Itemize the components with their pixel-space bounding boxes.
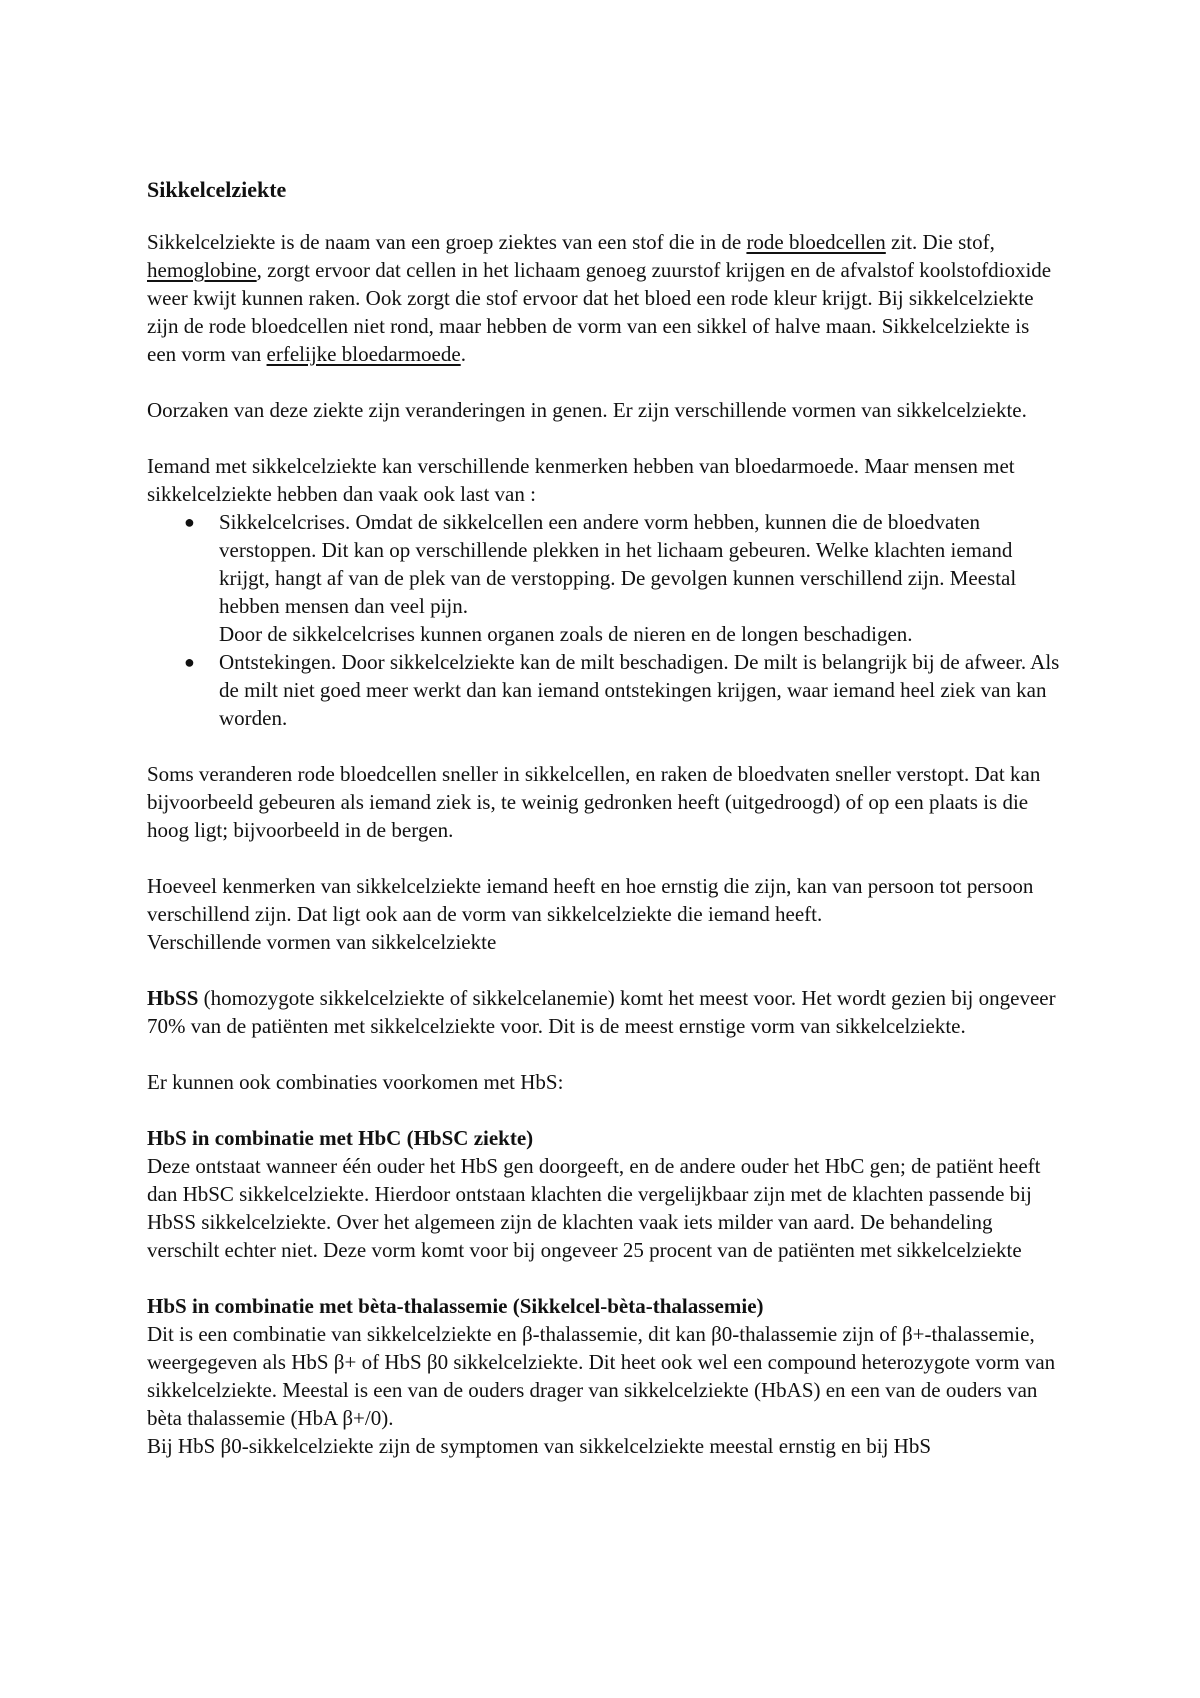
intro-paragraph: Sikkelcelziekte is de naam van een groep ziektes van een stof die in de rode bloedcellen zit. Die stof, hemoglobine, zorgt ervoor dat cellen in het lichaam genoeg zuurstof krijgen en de afvalstof koolstofdioxide weer kwijt kunnen raken. Ook zorgt die stof ervoor dat het bloed een rode kleur krijgt. Bij sikkelcelziekte zijn de rode bloedcellen niet rond, maar hebben de vorm van een sikkel of halve maan. Sikkelcelziekte is een vorm van erfelijke bloedarmoede. — [147, 230, 1052, 366]
forms-subheading: Verschillende vormen van sikkelcelziekte — [147, 930, 497, 954]
bullet-icon: ● — [184, 652, 195, 672]
link-hemoglobine[interactable]: hemoglobine — [147, 258, 257, 282]
hbsc-paragraph: Deze ontstaat wanneer één ouder het HbS gen doorgeeft, en de andere ouder het HbC gen; de patiënt heeft dan HbSC sikkelcelziekte. Hierdoor ontstaan klachten die vergelijkbaar zijn met de klachten passende bij HbSS sikkelcelziekte. Over het algemeen zijn de klachten vaak iets milder van aard. De behandeling verschilt echter niet. Deze vorm komt voor bij ongeveer 25 procent van de patiënten met sikkelcelziekte — [147, 1154, 1041, 1262]
list-item: ● Ontstekingen. Door sikkelcelziekte kan de milt beschadigen. De milt is belangrijk bij de afweer. Als de milt niet goed meer werkt dan kan iemand ontstekingen krijgen, waar iemand heel ziek van kan worden. — [184, 650, 1060, 730]
link-erfelijke-bloedarmoede[interactable]: erfelijke bloedarmoede — [266, 342, 461, 366]
list-item: ● Sikkelcelcrises. Omdat de sikkelcellen een andere vorm hebben, kunnen die de bloedvaten verstoppen. Dit kan op verschillende plekken in het lichaam gebeuren. Welke klachten iemand krijgt, hangt af van de plek van de verstopping. De gevolgen kunnen verschillend zijn. Meestal hebben mensen dan veel pijn. Door de sikkelcelcrises kunnen organen zoals de nieren en de longen beschadigen. — [184, 510, 1017, 646]
causes-paragraph: Oorzaken van deze ziekte zijn veranderingen in genen. Er zijn verschillende vormen van sikkelcelziekte. — [147, 398, 1027, 422]
variation-paragraph: Hoeveel kenmerken van sikkelcelziekte iemand heeft en hoe ernstig die zijn, kan van persoon tot persoon verschillend zijn. Dat ligt ook aan de vorm van sikkelcelziekte die iemand heeft. Verschillende vormen van sikkelcelziekte — [147, 872, 1060, 956]
page-title: Sikkelcelziekte — [147, 177, 287, 202]
combinations-intro-paragraph: Er kunnen ook combinaties voorkomen met HbS: — [147, 1070, 564, 1094]
link-rode-bloedcellen[interactable]: rode bloedcellen — [746, 230, 886, 254]
triggers-paragraph: Soms veranderen rode bloedcellen sneller in sikkelcellen, en raken de bloedvaten sneller verstopt. Dat kan bijvoorbeeld gebeuren als iemand ziek is, te weinig gedronken heeft (uitgedroogd) of op een plaats is die hoog ligt; bijvoorbeeld in de bergen. — [147, 762, 1041, 842]
hbsc-heading: HbS in combinatie met HbC (HbSC ziekte) — [147, 1126, 534, 1150]
symptoms-list — [147, 508, 1060, 732]
hbs-beta-paragraph: Dit is een combinatie van sikkelcelziekte en β-thalassemie, dit kan β0-thalassemie zijn of β+-thalassemie, weergegeven als HbS β+ of HbS β0 sikkelcelziekte. Dit heet ook wel een compound heterozygote vorm van sikkelcelziekte. Meestal is een van de ouders drager van sikkelcelziekte (HbAS) en een van de ouders van bèta thalassemie (HbA β+/0). Bij HbS β0-sikkelcelziekte zijn de symptomen van sikkelcelziekte meestal ernstig en bij HbS — [147, 1322, 1056, 1458]
bullet-icon: ● — [184, 512, 195, 532]
hbss-term: HbSS — [147, 986, 199, 1010]
hbs-beta-heading: HbS in combinatie met bèta-thalassemie (Sikkelcel-bèta-thalassemie) — [147, 1294, 764, 1318]
symptoms-intro-paragraph: Iemand met sikkelcelziekte kan verschillende kenmerken hebben van bloedarmoede. Maar mensen met sikkelcelziekte hebben dan vaak ook last van : — [147, 454, 1015, 506]
hbss-paragraph: HbSS (homozygote sikkelcelziekte of sikkelcelanemie) komt het meest voor. Het wordt gezien bij ongeveer 70% van de patiënten met sikkelcelziekte voor. Dit is de meest ernstige vorm van sikkelcelziekte. — [147, 986, 1056, 1038]
